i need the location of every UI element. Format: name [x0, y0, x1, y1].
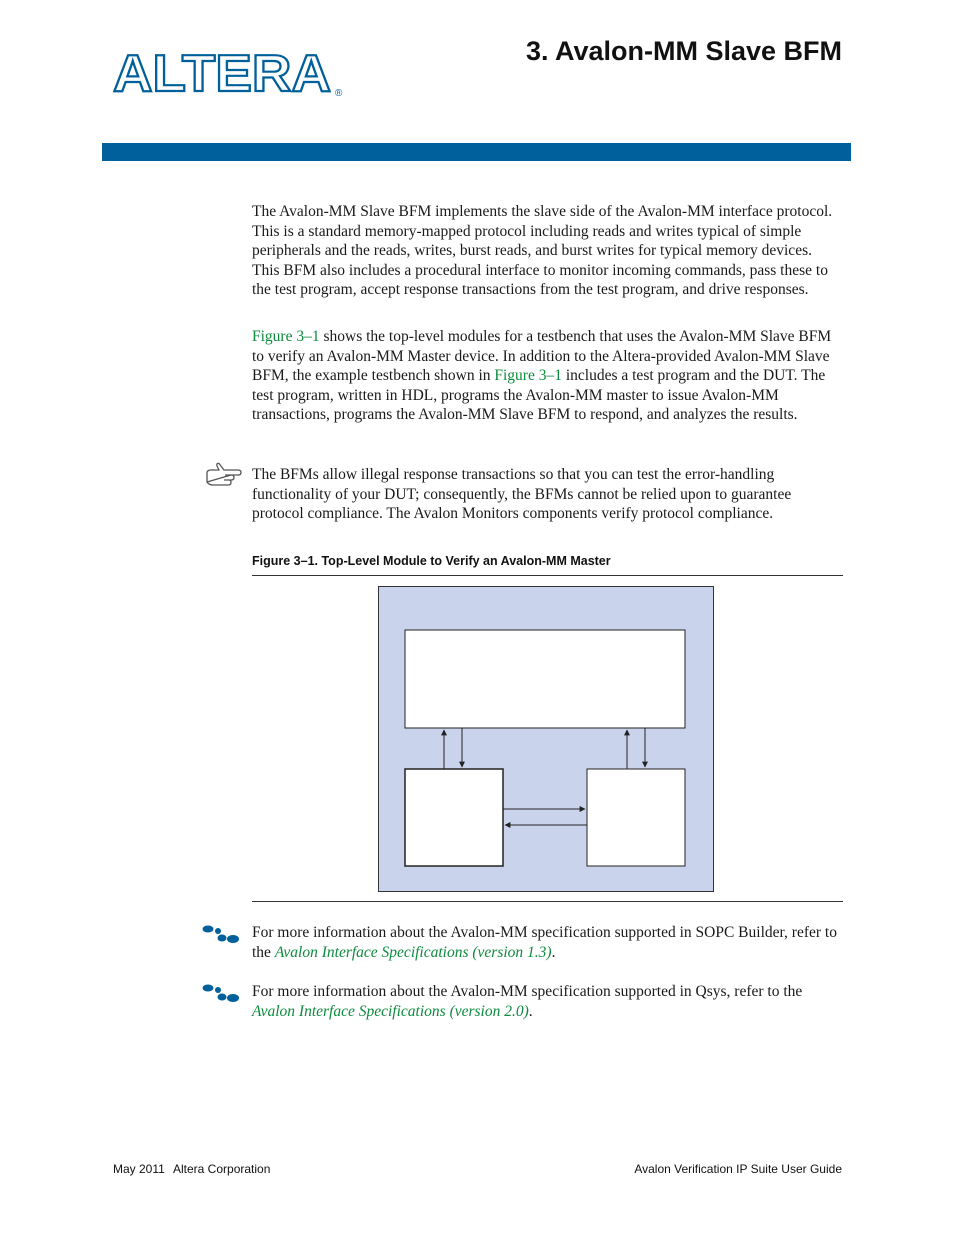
footer-date: May 2011	[113, 1162, 165, 1176]
test-program-box	[405, 630, 685, 728]
more-info-sopc: For more information about the Avalon-MM specification supported in SOPC Builder, refer to the Avalon Interface Specifications (version 1.3).	[252, 924, 837, 961]
altera-logo	[110, 44, 350, 100]
more-info-qsys: For more information about the Avalon-MM specification supported in Qsys, refer to the Avalon Interface Specifications (version 2.0).	[252, 983, 803, 1020]
altera-logo-text: ALTERA	[113, 45, 331, 100]
more-info-footprint-icon	[201, 982, 241, 1004]
figure-link[interactable]: Figure 3–1	[252, 328, 320, 345]
chapter-title: 3. Avalon-MM Slave BFM	[525, 36, 842, 66]
dut-box	[405, 769, 503, 866]
avalon-spec-1-3-link[interactable]: Avalon Interface Specifications (version 1.3)	[274, 943, 552, 961]
slave-bfm-box	[587, 769, 685, 866]
avalon-spec-2-0-link[interactable]: Avalon Interface Specifications (version 2.0)	[252, 1002, 529, 1020]
figure-diagram	[378, 586, 714, 893]
note-hand-icon	[205, 462, 243, 486]
footer-company: Altera Corporation	[173, 1162, 271, 1176]
footer-guide-title: Avalon Verification IP Suite User Guide	[634, 1162, 842, 1176]
figure-bottom-rule	[252, 901, 843, 902]
figure-top-rule	[252, 575, 843, 576]
intro-paragraph: The Avalon-MM Slave BFM implements the slave side of the Avalon-MM interface protocol. This is a standard memory-mapped protocol including reads and writes typical of simple peripherals and the reads, writes, burst reads, and burst writes for typical memory devices. This BFM also includes a procedural interface to monitor incoming commands, pass these to the test program, accept response transactions from the test program, and drive responses.	[252, 203, 833, 298]
note-paragraph: The BFMs allow illegal response transactions so that you can test the error-handling functionality of your DUT; consequently, the BFMs cannot be relied upon to guarantee protocol compliance. The Avalon Monitors components verify protocol compliance.	[252, 466, 792, 522]
figure-link[interactable]: Figure 3–1	[494, 367, 562, 384]
registered-mark: ®	[335, 88, 343, 99]
title-bar	[102, 143, 851, 161]
description-paragraph: Figure 3–1 shows the top-level modules for a testbench that uses the Avalon-MM Slave BFM to verify an Avalon-MM Master device. In addition to the Altera-provided Avalon-MM Slave BFM, the example testbench shown in Figure 3–1 includes a test program and the DUT. The test program, written in HDL, programs the Avalon-MM master to issue Avalon-MM transactions, programs the Avalon-MM Slave BFM to respond, and analyzes the results.	[252, 328, 832, 423]
more-info-footprint-icon	[201, 923, 241, 945]
figure-caption: Figure 3–1. Top-Level Module to Verify an Avalon-MM Master	[252, 554, 611, 568]
